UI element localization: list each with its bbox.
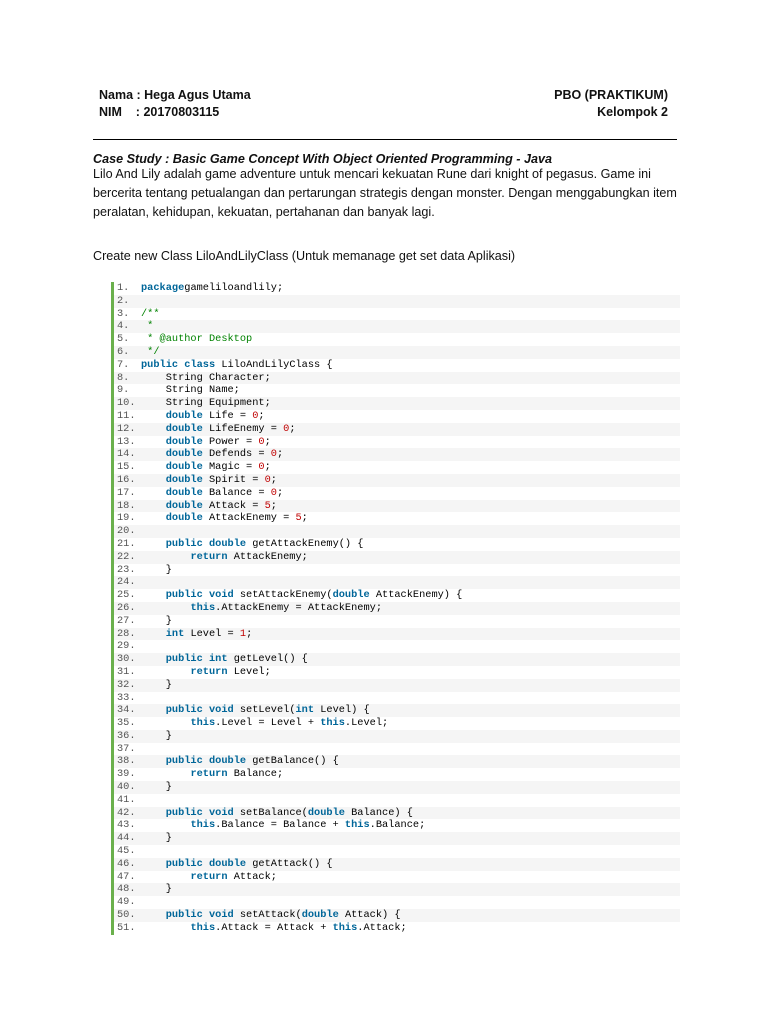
line-number: 21. xyxy=(117,537,136,550)
line-number: 46. xyxy=(117,857,136,870)
code-token: getBalance() { xyxy=(246,755,339,768)
line-number: 26. xyxy=(117,601,136,614)
code-token: ; xyxy=(276,486,284,499)
code-token: Attack; xyxy=(227,870,277,883)
code-token xyxy=(141,423,166,435)
code-token xyxy=(141,512,166,524)
code-line xyxy=(114,666,680,679)
code-text xyxy=(141,359,333,372)
code-text xyxy=(141,755,339,768)
keyword-token: this xyxy=(190,717,216,730)
number-token: 0 xyxy=(283,422,290,435)
line-number: 24. xyxy=(117,576,136,589)
code-line xyxy=(114,564,680,577)
line-number: 37. xyxy=(117,742,136,755)
keyword-token: int xyxy=(295,704,315,717)
code-text xyxy=(141,602,382,615)
keyword-token: public xyxy=(165,589,203,602)
code-token: ; xyxy=(301,512,308,525)
line-number: 33. xyxy=(117,691,136,704)
case-study-prefix: Case Study : xyxy=(93,152,173,166)
keyword-token: public xyxy=(165,537,203,550)
comment-token: */ xyxy=(141,345,160,358)
code-text xyxy=(141,615,172,628)
code-token: gameliloandlily; xyxy=(184,282,284,294)
code-token xyxy=(141,755,166,767)
code-token xyxy=(141,474,166,486)
code-token: Level; xyxy=(227,665,271,678)
code-token: Balance; xyxy=(227,768,284,781)
code-token: ; xyxy=(246,627,253,640)
code-text xyxy=(141,436,271,449)
keyword-token: public xyxy=(141,358,179,371)
code-token xyxy=(141,589,166,601)
keyword-token: double xyxy=(332,589,370,602)
code-line xyxy=(114,602,680,615)
line-number: 30. xyxy=(117,653,136,666)
code-text xyxy=(141,410,265,423)
code-line xyxy=(114,743,680,756)
code-token xyxy=(141,666,190,678)
code-token: LiloAndLilyClass { xyxy=(215,358,333,371)
line-number: 29. xyxy=(117,640,136,653)
code-listing xyxy=(111,282,680,935)
code-token xyxy=(141,500,166,512)
keyword-token: return xyxy=(190,768,228,781)
code-token: getAttack() { xyxy=(246,857,333,870)
student-nim: NIM : 20170803115 xyxy=(99,105,220,119)
keyword-token: double xyxy=(307,806,345,819)
line-number: 32. xyxy=(117,678,136,691)
code-text xyxy=(141,564,172,577)
code-line xyxy=(114,487,680,500)
line-number: 31. xyxy=(117,665,136,678)
code-line xyxy=(114,308,680,321)
code-text xyxy=(141,871,277,884)
code-text xyxy=(141,819,425,832)
code-text xyxy=(141,679,172,692)
line-number: 49. xyxy=(117,896,136,909)
code-text xyxy=(141,448,283,461)
code-text xyxy=(141,487,283,500)
code-token xyxy=(141,807,166,819)
code-text xyxy=(141,704,370,717)
code-text xyxy=(141,717,388,730)
keyword-token: public xyxy=(165,755,203,768)
code-token xyxy=(141,653,166,665)
code-line xyxy=(114,397,680,410)
line-number: 28. xyxy=(117,627,136,640)
line-number: 5. xyxy=(117,333,130,346)
code-token: .AttackEnemy = AttackEnemy; xyxy=(215,601,382,614)
line-number: 18. xyxy=(117,499,136,512)
number-token: 0 xyxy=(270,448,277,461)
code-line xyxy=(114,768,680,781)
code-text xyxy=(141,397,271,410)
code-token: Balance = xyxy=(202,486,271,499)
keyword-token: void xyxy=(208,909,234,922)
code-line xyxy=(114,704,680,717)
code-token: .Level; xyxy=(344,717,389,730)
line-number: 34. xyxy=(117,704,136,717)
code-text xyxy=(141,500,277,513)
code-token: Attack = xyxy=(202,499,265,512)
comment-token: * @author Desktop xyxy=(141,333,253,346)
line-number: 4. xyxy=(117,320,130,333)
code-token: } xyxy=(141,614,172,627)
keyword-token: double xyxy=(165,461,203,474)
code-line xyxy=(114,448,680,461)
code-token xyxy=(141,819,190,831)
code-text xyxy=(141,461,271,474)
keyword-token: this xyxy=(320,717,345,730)
code-token xyxy=(141,717,190,729)
code-token: Attack) { xyxy=(338,909,401,922)
code-token xyxy=(141,922,190,934)
keyword-token: void xyxy=(208,704,234,717)
code-text xyxy=(141,308,160,321)
line-number: 1. xyxy=(117,282,130,294)
keyword-token: double xyxy=(165,409,203,422)
code-text xyxy=(141,320,153,333)
code-token: LifeEnemy = xyxy=(202,422,284,435)
code-line xyxy=(114,436,680,449)
code-token: setBalance( xyxy=(233,806,308,819)
code-text xyxy=(141,512,308,525)
code-token: ; xyxy=(276,448,284,461)
line-number: 14. xyxy=(117,448,136,461)
line-number: 27. xyxy=(117,614,136,627)
case-study-paragraph: Lilo And Lily adalah game adventure untuk mencari kekuatan Rune dari knight of pegasus. Game ini bercerita tentang petualangan dan pertarungan strategis dengan monster. Dengan menggabungkan item peralatan, kehidupan, kekuatan, pertahanan dan banyak lagi. xyxy=(93,167,677,219)
code-token: Level) { xyxy=(314,704,370,717)
code-token xyxy=(141,858,166,870)
code-token xyxy=(141,551,190,563)
line-number: 11. xyxy=(117,409,136,422)
line-number: 8. xyxy=(117,371,130,384)
code-text xyxy=(141,333,252,346)
code-line xyxy=(114,474,680,487)
keyword-token: void xyxy=(208,806,234,819)
line-number: 48. xyxy=(117,883,136,896)
code-line xyxy=(114,538,680,551)
code-token: } xyxy=(141,883,172,896)
line-number: 7. xyxy=(117,358,130,371)
code-line xyxy=(114,551,680,564)
code-token: Defends = xyxy=(202,448,271,461)
code-token: .Level = Level + xyxy=(215,717,321,730)
keyword-token: public xyxy=(165,857,203,870)
code-token: ; xyxy=(258,409,265,422)
keyword-token: return xyxy=(190,870,228,883)
keyword-token: public xyxy=(165,806,203,819)
code-token xyxy=(141,487,166,499)
line-number: 25. xyxy=(117,589,136,602)
code-token: ; xyxy=(289,422,296,435)
code-line xyxy=(114,883,680,896)
code-token: .Attack; xyxy=(357,921,407,934)
number-token: 0 xyxy=(258,461,265,474)
code-line xyxy=(114,410,680,423)
code-line xyxy=(114,512,680,525)
keyword-token: double xyxy=(208,537,247,550)
number-token: 0 xyxy=(252,409,259,422)
code-token: setLevel( xyxy=(233,704,296,717)
keyword-token: double xyxy=(165,422,203,435)
code-token: .Attack = Attack + xyxy=(215,921,333,934)
line-number: 38. xyxy=(117,755,136,768)
line-number: 44. xyxy=(117,832,136,845)
line-number: 39. xyxy=(117,768,136,781)
code-text xyxy=(141,832,172,845)
code-token: } xyxy=(141,781,172,794)
line-number: 3. xyxy=(117,307,130,320)
code-token: Magic = xyxy=(202,461,259,474)
code-line xyxy=(114,461,680,474)
keyword-token: double xyxy=(165,473,203,486)
code-token: String Equipment; xyxy=(141,397,271,410)
line-number: 6. xyxy=(117,345,130,358)
code-line xyxy=(114,384,680,397)
code-line xyxy=(114,832,680,845)
code-line xyxy=(114,858,680,871)
code-line xyxy=(114,628,680,641)
code-line xyxy=(114,819,680,832)
code-token: } xyxy=(141,832,172,845)
line-number: 9. xyxy=(117,384,130,397)
keyword-token: void xyxy=(208,589,234,602)
line-number: 41. xyxy=(117,793,136,806)
code-text xyxy=(141,282,283,295)
code-line xyxy=(114,755,680,768)
keyword-token: public xyxy=(165,653,203,666)
keyword-token: this xyxy=(190,819,216,832)
line-number: 2. xyxy=(117,294,130,307)
code-line xyxy=(114,781,680,794)
code-token: String Character; xyxy=(141,371,271,384)
code-token: .Balance; xyxy=(369,819,426,832)
line-number: 17. xyxy=(117,486,136,499)
code-text xyxy=(141,807,413,820)
keyword-token: class xyxy=(184,358,216,371)
code-line xyxy=(114,922,680,935)
keyword-token: public xyxy=(165,909,203,922)
line-number: 50. xyxy=(117,909,136,922)
code-token xyxy=(141,628,166,640)
number-token: 1 xyxy=(239,627,247,640)
code-token xyxy=(141,871,190,883)
code-token xyxy=(141,448,166,460)
code-text xyxy=(141,538,363,551)
code-text xyxy=(141,653,308,666)
create-class-instruction: Create new Class LiloAndLilyClass (Untuk memanage get set data Aplikasi) xyxy=(93,249,516,263)
code-line xyxy=(114,346,680,359)
code-token: AttackEnemy) { xyxy=(369,589,463,602)
code-line xyxy=(114,359,680,372)
code-token: } xyxy=(141,678,172,691)
code-line xyxy=(114,333,680,346)
code-token: String Name; xyxy=(141,384,240,397)
code-token: Power = xyxy=(202,435,259,448)
code-line xyxy=(114,423,680,436)
line-number: 42. xyxy=(117,806,136,819)
keyword-token: double xyxy=(165,499,203,512)
case-study-title: Basic Game Concept With Object Oriented Programming - Java xyxy=(172,152,552,166)
keyword-token: double xyxy=(301,909,339,922)
code-line xyxy=(114,589,680,602)
code-text xyxy=(141,768,283,781)
line-number: 45. xyxy=(117,845,136,858)
keyword-token: return xyxy=(190,550,228,563)
code-token: } xyxy=(141,563,172,576)
code-token xyxy=(141,461,166,473)
code-text xyxy=(141,909,401,922)
code-line xyxy=(114,640,680,653)
code-text xyxy=(141,628,252,641)
code-line xyxy=(114,717,680,730)
code-text xyxy=(141,858,333,871)
code-text xyxy=(141,384,240,397)
line-number: 23. xyxy=(117,563,136,576)
code-token: ; xyxy=(264,435,271,448)
code-token: getLevel() { xyxy=(227,653,308,666)
line-number: 13. xyxy=(117,435,136,448)
code-token: AttackEnemy; xyxy=(227,550,308,563)
course-name: PBO (PRAKTIKUM) xyxy=(554,88,668,102)
comment-token: * xyxy=(141,320,154,333)
code-text xyxy=(141,589,462,602)
code-line xyxy=(114,320,680,333)
code-token xyxy=(141,410,166,422)
number-token: 5 xyxy=(295,512,302,525)
line-number: 19. xyxy=(117,512,136,525)
keyword-token: return xyxy=(190,665,228,678)
keyword-token: double xyxy=(165,512,203,525)
keyword-token: this xyxy=(190,921,216,934)
code-token: ; xyxy=(264,461,271,474)
line-number: 15. xyxy=(117,461,136,474)
keyword-token: this xyxy=(332,921,358,934)
code-token: ; xyxy=(270,499,277,512)
group-name: Kelompok 2 xyxy=(597,105,668,119)
keyword-token: double xyxy=(208,755,247,768)
code-line xyxy=(114,896,680,909)
code-line xyxy=(114,282,680,295)
code-token: getAttackEnemy() { xyxy=(246,537,364,550)
keyword-token: double xyxy=(165,486,203,499)
code-text xyxy=(141,666,271,679)
code-text xyxy=(141,883,172,896)
code-token: ; xyxy=(270,473,277,486)
keyword-token: int xyxy=(208,653,228,666)
code-text xyxy=(141,372,271,385)
code-line xyxy=(114,692,680,705)
line-number: 51. xyxy=(117,921,136,934)
student-name: Nama : Hega Agus Utama xyxy=(99,88,251,102)
code-token xyxy=(141,768,190,780)
line-number: 47. xyxy=(117,870,136,883)
code-line xyxy=(114,615,680,628)
code-line xyxy=(114,653,680,666)
code-token: Spirit = xyxy=(202,473,265,486)
code-text xyxy=(141,474,277,487)
code-line xyxy=(114,679,680,692)
code-text xyxy=(141,423,296,436)
code-line xyxy=(114,730,680,743)
keyword-token: double xyxy=(208,857,247,870)
code-text xyxy=(141,922,407,935)
keyword-token: package xyxy=(141,282,185,294)
code-line xyxy=(114,794,680,807)
code-token: Balance) { xyxy=(344,806,413,819)
keyword-token: this xyxy=(344,819,370,832)
line-number: 12. xyxy=(117,422,136,435)
line-number: 22. xyxy=(117,550,136,563)
code-line xyxy=(114,845,680,858)
code-line xyxy=(114,871,680,884)
code-token xyxy=(141,436,166,448)
comment-token: /** xyxy=(141,307,160,320)
code-line xyxy=(114,807,680,820)
number-token: 0 xyxy=(258,435,265,448)
code-token: setAttack( xyxy=(233,909,302,922)
code-token xyxy=(141,602,190,614)
code-text xyxy=(141,781,172,794)
code-token: setAttackEnemy( xyxy=(233,589,333,602)
code-token: Life = xyxy=(202,409,253,422)
code-text xyxy=(141,346,160,359)
code-text xyxy=(141,551,308,564)
keyword-token: this xyxy=(190,601,216,614)
header-divider xyxy=(93,139,677,140)
line-number: 10. xyxy=(117,397,136,410)
code-token: } xyxy=(141,729,172,742)
code-token xyxy=(141,704,166,716)
code-line xyxy=(114,576,680,589)
code-token xyxy=(141,538,166,550)
keyword-token: double xyxy=(165,435,203,448)
code-token: .Balance = Balance + xyxy=(215,819,345,832)
keyword-token: double xyxy=(165,448,203,461)
line-number: 43. xyxy=(117,819,136,832)
line-number: 20. xyxy=(117,525,136,538)
code-text xyxy=(141,730,172,743)
line-number: 40. xyxy=(117,781,136,794)
code-line xyxy=(114,525,680,538)
keyword-token: int xyxy=(165,627,185,640)
code-line xyxy=(114,295,680,308)
code-line xyxy=(114,372,680,385)
code-token xyxy=(141,909,166,921)
code-token: Level = xyxy=(184,627,240,640)
number-token: 0 xyxy=(270,486,277,499)
code-token: AttackEnemy = xyxy=(202,512,296,525)
number-token: 5 xyxy=(264,499,271,512)
line-number: 35. xyxy=(117,717,136,730)
code-line xyxy=(114,500,680,513)
line-number: 36. xyxy=(117,729,136,742)
line-number: 16. xyxy=(117,473,136,486)
number-token: 0 xyxy=(264,473,271,486)
code-line xyxy=(114,909,680,922)
keyword-token: public xyxy=(165,704,203,717)
